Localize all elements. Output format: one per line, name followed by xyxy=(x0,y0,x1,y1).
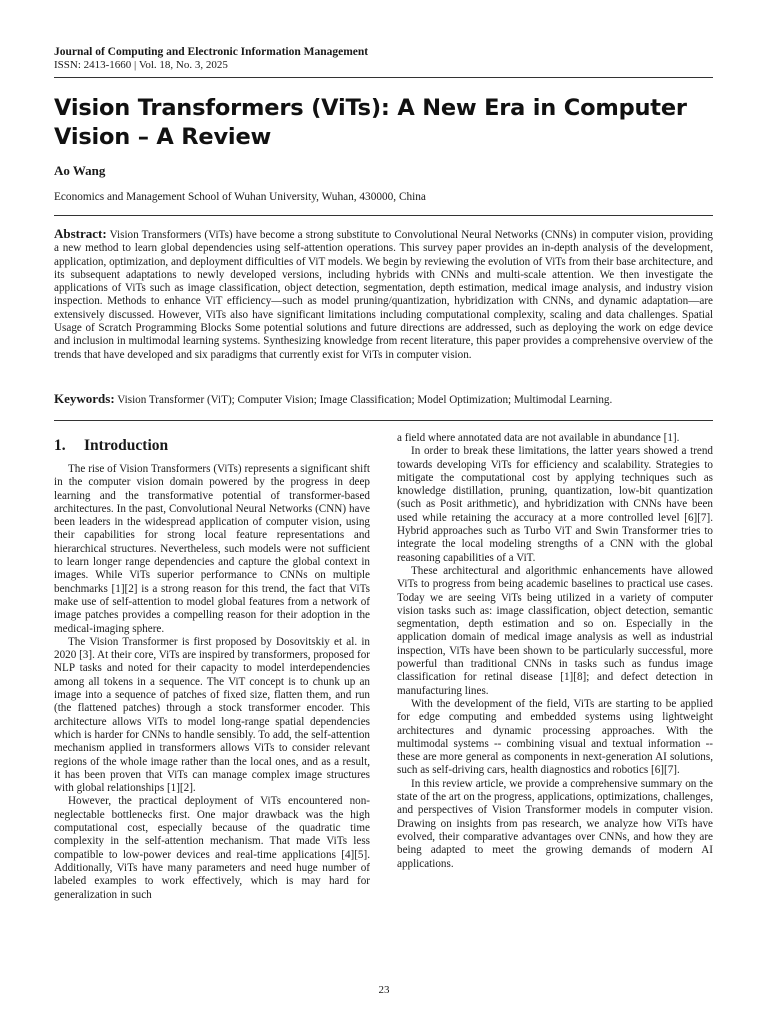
paper-title: Vision Transformers (ViTs): A New Era in Computer Vision – A Review xyxy=(54,95,687,150)
page-number: 23 xyxy=(378,984,390,996)
journal-header xyxy=(54,46,714,72)
abstract-label: Abstract: xyxy=(54,226,107,241)
paragraph: The Vision Transformer is first proposed by Dosovitskiy et al. in 2020 [3]. At their core, ViTs are inspired by transformers, proposed for NLP tasks and noted for their capacity to model interdependencies among all tokens in a sequence. The ViT concept is to chunk up an image into a sequence of patches of fixed size, flatten them, and run (the flattened patches) through a stock transformer encoder. This architecture allows ViTs to model long-range spatial dependencies which is harder for CNNs to handle sensibly. To add, the self-attention mechanism applied in transformers allows ViTs to consider relevant regions of the whole image rather than the local ones, and as a result, it has been proven that ViTs can manage complex image structures with global relationships [1][2]. xyxy=(54,635,370,795)
journal-issn-volume: ISSN: 2413-1660 | Vol. 18, No. 3, 2025 xyxy=(54,59,228,71)
section-number: 1. xyxy=(54,437,66,454)
journal-name: Journal of Computing and Electronic Information Management xyxy=(54,46,369,58)
paragraph: In this review article, we provide a comprehensive summary on the state of the art on the progress, applications, optimizations, challenges, and perspectives of Vision Transformer models in computer vision. Drawing on insights from pas research, we analyze how ViTs have evolved, their comparative advantages over CNNs, and how they are being adapted to meet the growing demands of modern AI applications. xyxy=(397,777,713,870)
abstract-text: Vision Transformers (ViTs) have become a strong substitute to Convolutional Neural Networks (CNNs) in computer vision, providing a new method to learn global dependencies using self-attention operations. This survey paper provides an in-depth analysis of the development, application, optimization, and deployment difficulties of ViT models. We begin by reviewing the evolution of ViTs from their base architecture, and its subsequent adaptations to newly developed versions, including hybrids with CNNs and multi-scale attention. We then investigate the applications of ViTs such as image classification, object detection, segmentation, depth estimation, medical image analysis, and industry vision inspection. Methods to enhance ViT efficiency—such as model pruning/quantization, hybridization with CNNs, and dynamic adaptation—are extensively discussed. However, ViTs also have significant limitations including computational complexity, scaling and data challenges. Spatial Usage of Scratch Programming Blocks Some potential solutions and future directions are addressed, such as deploying the work on edge device and inclusion in multimodal learning systems. Synthesizing knowledge from recent literature, this paper provides a comprehensive overview of the trends that have developed and six paradigms that currently exist for ViTs in computer vision. xyxy=(54,229,713,361)
paragraph-continuation: a field where annotated data are not available in abundance [1]. xyxy=(397,432,680,444)
header-rule xyxy=(54,77,713,78)
keywords xyxy=(54,392,713,407)
section-heading xyxy=(54,437,370,455)
left-column xyxy=(54,437,370,902)
paragraph: In order to break these limitations, the latter years showed a trend towards developing ViTs for efficiency and scalability. Strategies to mitigate the computational cost by applying techniques such as knowledge distillation, pruning, quantization, low-bit quantization (such as Posit arithmetic), and hybridization with CNNs have been used while retaining the accuracy at a more controlled level [6][7]. Hybrid approaches such as Turbo ViT and Swin Transformer tries to integrate the local modeling strengths of a CNN with the global reasoning capabilities of a ViT. xyxy=(397,445,713,564)
author-name: Ao Wang xyxy=(54,163,106,178)
keywords-bottom-rule xyxy=(54,420,713,421)
right-column xyxy=(397,432,713,871)
paragraph: These architectural and algorithmic enhancements have allowed ViTs to progress from being academic baselines to practical use cases. Today we are seeing ViTs being utilized in a variety of computer vision tasks such as: image classification, object detection, semantic segmentation, depth estimation and so on. Especially in the application domain of medical image analysis as well as industrial inspection, ViTs have been shown to be particularly successful, more powerful than traditional CNNs in tasks such as fundus image classification for retinal disease [1][8]; and defect detection in manufacturing lines. xyxy=(397,564,713,697)
keywords-text: Vision Transformer (ViT); Computer Vision; Image Classification; Model Optimization; Multimodal Learning. xyxy=(117,394,613,406)
keywords-label: Keywords: xyxy=(54,391,115,406)
abstract-top-rule xyxy=(54,215,713,216)
paragraph: However, the practical deployment of ViTs encountered non-neglectable bottlenecks first. One major drawback was the high computational cost, especially because of the quadratic time complexity in the self-attention mechanism. That made ViTs less compatible to low-power devices and real-time applications [4][5]. Additionally, ViTs have many parameters and need huge number of labeled examples to work effectively, which is may hard for generalization in such xyxy=(54,795,370,901)
author-affiliation: Economics and Management School of Wuhan University, Wuhan, 430000, China xyxy=(54,191,426,203)
paragraph: With the development of the field, ViTs are starting to be applied for edge computing and embedded systems using lightweight architectures and dynamic processing approaches. With the multimodal systems -- combining visual and textual information -- these are more general as components in next-generation AI solutions, such as self-driving cars, health diagnostics and robotics [6][7]. xyxy=(397,697,713,777)
abstract xyxy=(54,227,713,362)
paragraph: The rise of Vision Transformers (ViTs) represents a significant shift in the computer vision domain powered by the progress in deep learning and the transformative potential of transformer-based architectures. In the past, Convolutional Neural Networks (CNN) have been leaders in the widespread application of computer vision, using their capabilities for strong local feature representations and hierarchical structures. Nevertheless, such models were not sufficient to learn longer range dependencies and capture the global context in images. While ViTs superior performance to CNNs on multiple benchmarks [1][2] is a strong reason for this trend, the fact that ViTs make use of self-attention to model global features from a network of image patches provides a compelling reason for their adoption in the medical-imaging sphere. xyxy=(54,463,370,635)
section-title: Introduction xyxy=(84,437,169,454)
